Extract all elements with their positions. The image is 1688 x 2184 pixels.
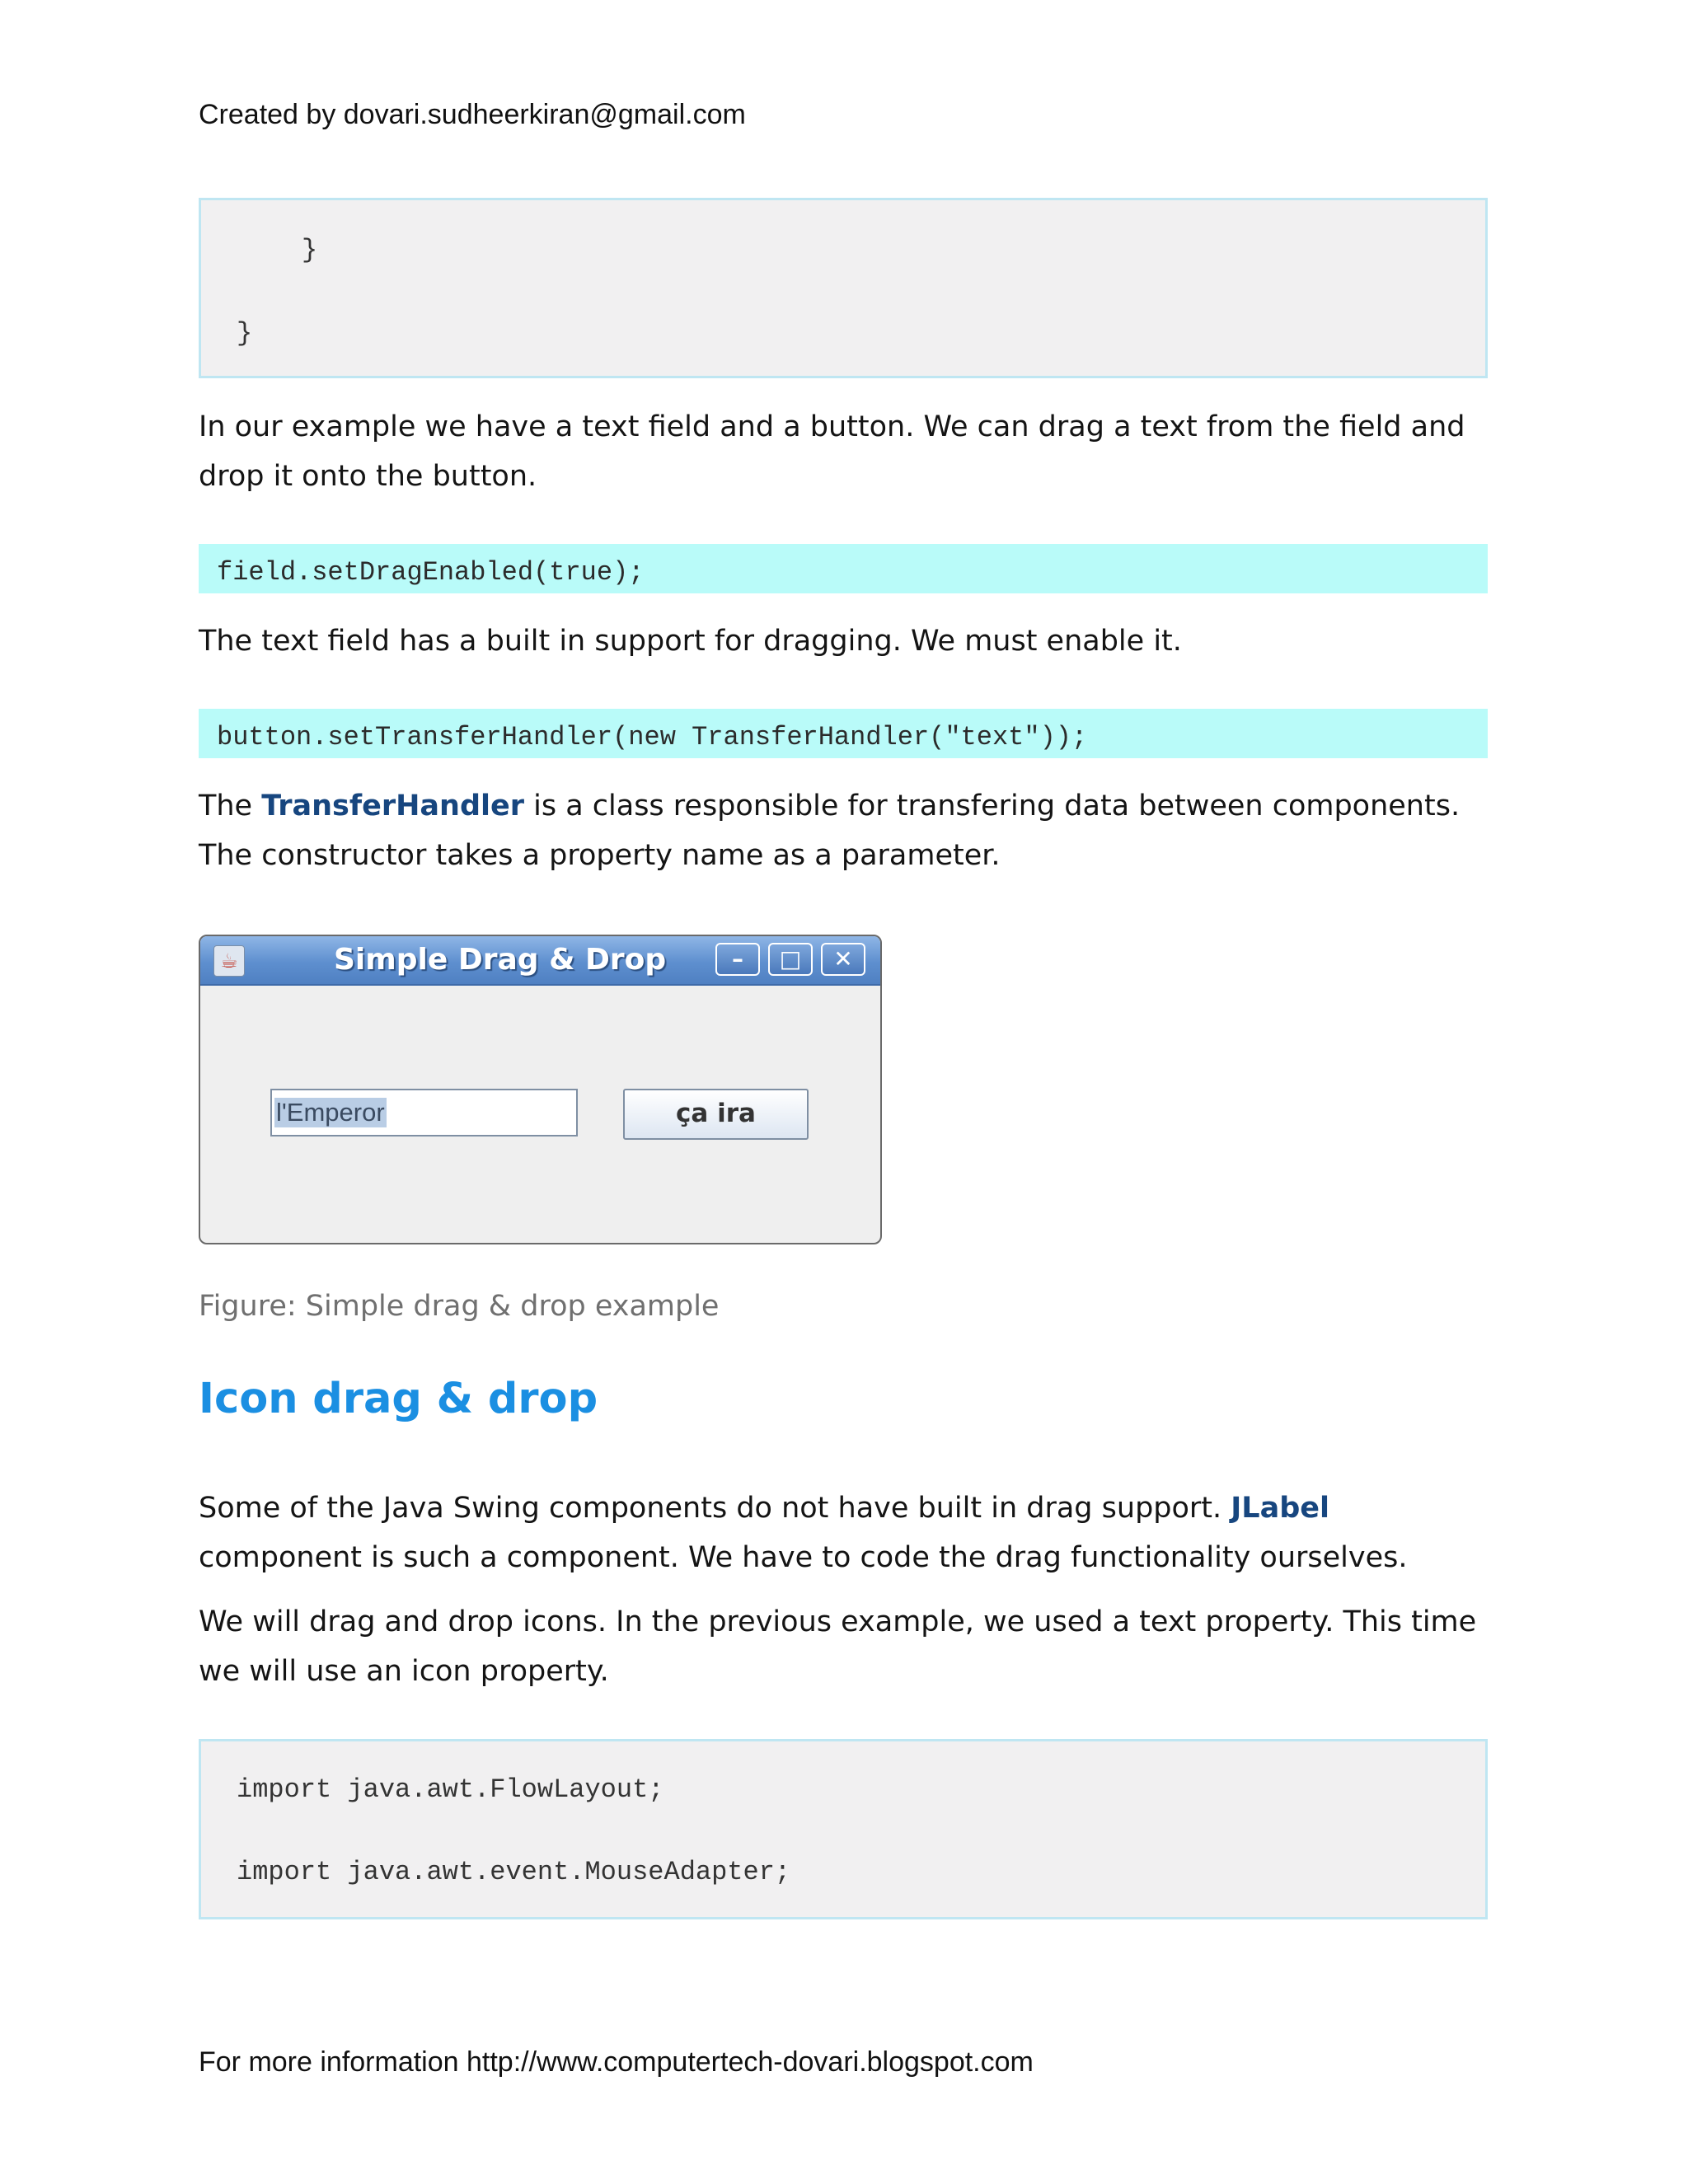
paragraph-icons: We will drag and drop icons. In the previous example, we used a text property. This time we will use an icon property. [199, 1605, 1477, 1688]
swing-window-screenshot [199, 935, 882, 1244]
code-snippet-drag-enabled [199, 544, 1488, 593]
minimize-button[interactable]: – [715, 943, 760, 976]
text: The [199, 790, 262, 823]
window-title: Simple Drag & Drop [334, 943, 667, 977]
drop-target-button[interactable]: ça ira [623, 1089, 809, 1140]
window-titlebar [200, 936, 880, 986]
code-line: button.setTransferHandler(new TransferHandler("text")); [217, 722, 1088, 752]
keyword-jlabel: JLabel [1231, 1492, 1330, 1525]
section-heading: Icon drag & drop [199, 1375, 598, 1423]
paragraph-transfer-handler [199, 781, 1493, 880]
code-snippet-transfer-handler [199, 709, 1488, 758]
text: is a class responsible for transfering data between components. The constructor takes a property name as a parameter. [199, 790, 1461, 872]
code-block-top [199, 198, 1488, 378]
paragraph-intro: In our example we have a text field and a button. We can drag a text from the field and drop it onto the button. [199, 410, 1465, 493]
code-line: import java.awt.event.MouseAdapter; [237, 1857, 791, 1887]
page-footer: For more information http://www.computertech-dovari.blogspot.com [199, 2046, 1034, 2078]
close-button[interactable]: ✕ [821, 943, 865, 976]
code-line: } [237, 318, 253, 349]
code-block-imports [199, 1739, 1488, 1919]
paragraph-drag-support: The text field has a built in support for dragging. We must enable it. [199, 625, 1182, 658]
figure-caption: Figure: Simple drag & drop example [199, 1290, 720, 1323]
keyword-transferhandler: TransferHandler [261, 790, 524, 823]
java-cup-icon: ☕ [213, 945, 245, 977]
text-field-value: l'Emperor [276, 1098, 385, 1127]
paragraph-jlabel [199, 1483, 1493, 1582]
text: Some of the Java Swing components do not have built in drag support. [199, 1492, 1231, 1525]
text-field[interactable] [270, 1089, 578, 1137]
text: component is such a component. We have to code the drag functionality ourselves. [199, 1541, 1408, 1574]
maximize-button[interactable]: □ [768, 943, 813, 976]
page-header: Created by dovari.sudheerkiran@gmail.com [199, 99, 746, 130]
code-line: field.setDragEnabled(true); [217, 557, 645, 588]
code-line: } [302, 235, 318, 265]
code-line: import java.awt.FlowLayout; [237, 1774, 664, 1805]
